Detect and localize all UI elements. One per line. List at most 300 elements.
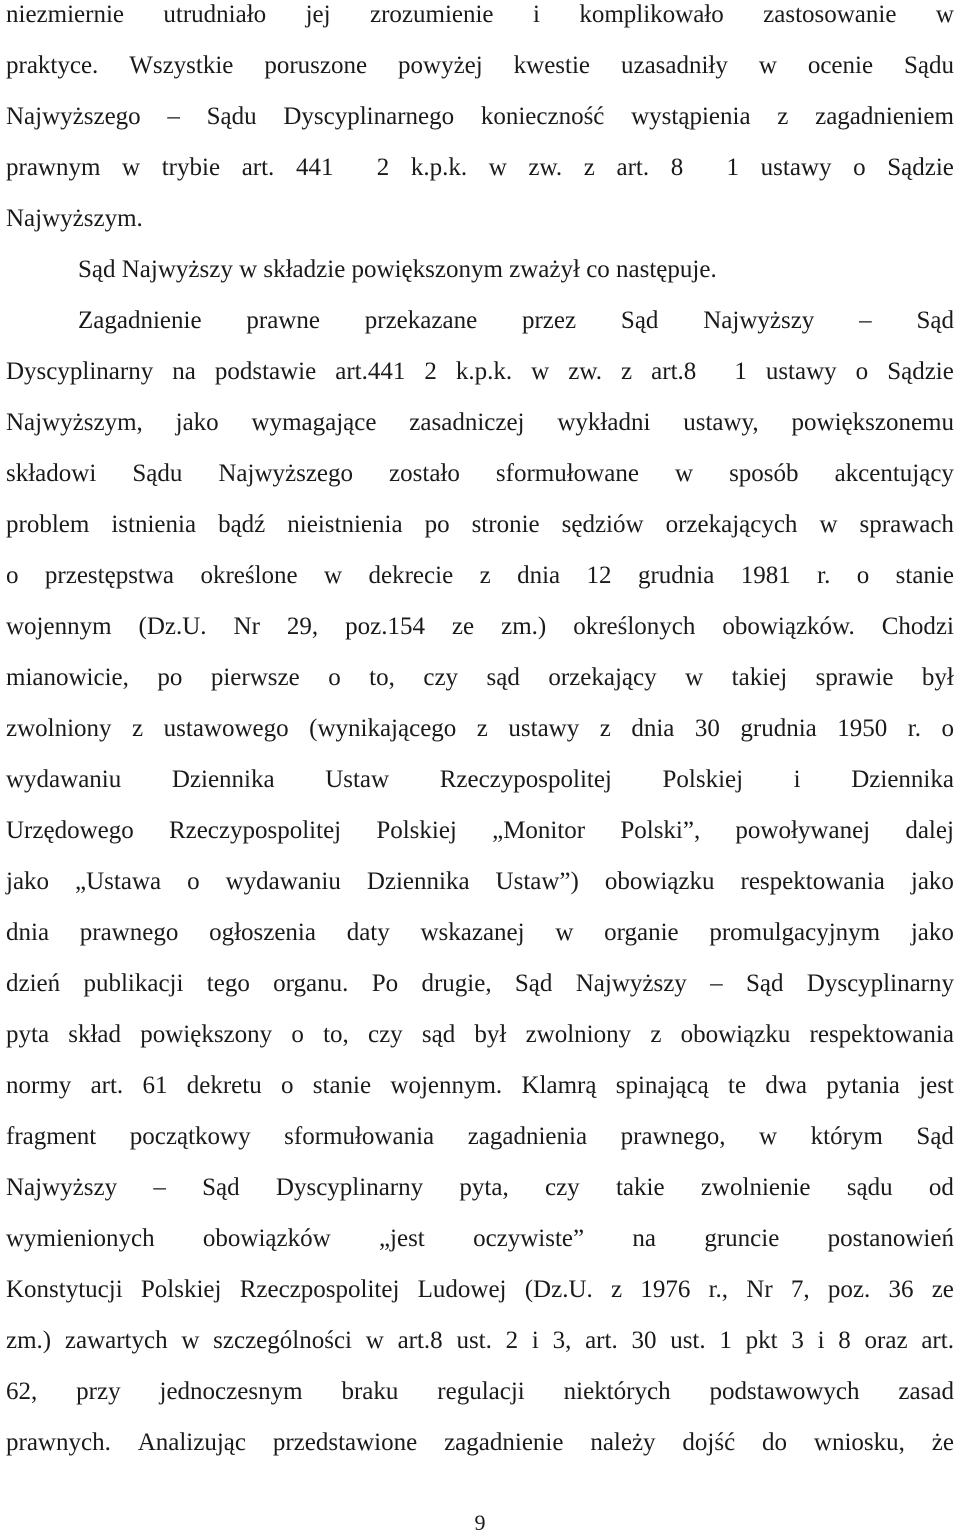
word: podstawowych — [709, 1378, 860, 1405]
word: takiej — [731, 664, 788, 691]
word: na — [632, 1225, 657, 1252]
word: prawnych. — [6, 1429, 111, 1456]
word: że — [931, 1429, 954, 1456]
word: ustawy, — [683, 409, 759, 436]
word: praktyce. — [6, 52, 99, 79]
word: r. — [907, 715, 921, 742]
word: art. — [90, 1072, 124, 1099]
word: Ustaw”) — [495, 868, 579, 895]
word: Najwyższym, — [6, 409, 143, 436]
word: fragment — [6, 1123, 97, 1150]
word: Analizując — [137, 1429, 246, 1456]
word: Dyscyplinarny — [6, 358, 154, 385]
word: Dziennika — [366, 868, 470, 895]
word: Najwyższy — [6, 1174, 118, 1201]
word: „Monitor — [492, 817, 586, 844]
word: zwolniony — [6, 715, 112, 742]
word: Dyscyplinarnego — [283, 103, 455, 130]
word: art. — [616, 154, 650, 181]
word: respektowania — [740, 868, 885, 895]
word: pierwsze — [210, 664, 300, 691]
word: Dziennika — [171, 766, 275, 793]
word: Zagadnienie — [78, 307, 202, 334]
word: w — [819, 511, 838, 538]
word: (Dz.U. — [138, 613, 207, 640]
word: przy — [76, 1378, 121, 1405]
word: obowiązków — [202, 1225, 331, 1252]
word: wojennym. — [390, 1072, 503, 1099]
word: r. — [817, 562, 831, 589]
word: obowiązku — [604, 868, 715, 895]
word: podstawie — [214, 358, 317, 385]
word: o — [855, 358, 869, 385]
word: – — [153, 1174, 166, 1201]
word: orzekających — [665, 511, 798, 538]
text-line — [6, 1162, 954, 1213]
word: przestępstwa — [44, 562, 175, 589]
word: takie — [615, 1174, 665, 1201]
word: wniosku, — [813, 1429, 905, 1456]
word: (wynikającego — [309, 715, 457, 742]
word: Dyscyplinarny — [275, 1174, 424, 1201]
word: skład — [68, 1021, 122, 1048]
word: Najwyższy — [575, 970, 687, 997]
word: grudnia — [740, 715, 817, 742]
word: Sądzie — [887, 358, 954, 385]
word: zwolnienie — [700, 1174, 811, 1201]
word: zawartych — [64, 1327, 168, 1354]
word: określone — [200, 562, 298, 589]
word: ust. — [670, 1327, 706, 1354]
word: w — [759, 1123, 778, 1150]
word: dzień — [6, 970, 61, 997]
word: pyta — [6, 1021, 50, 1048]
word: 30 — [694, 715, 720, 742]
word: Sądu — [206, 103, 257, 130]
word: 3 — [791, 1327, 804, 1354]
word: ze — [931, 1276, 954, 1303]
word: drugie, — [421, 970, 492, 997]
word: dekrecie — [368, 562, 454, 589]
word: którym — [810, 1123, 883, 1150]
word: regulacji — [437, 1378, 525, 1405]
word: należy — [590, 1429, 656, 1456]
word: z — [132, 715, 144, 742]
word: zasadniczej — [409, 409, 525, 436]
word: Klamrą — [521, 1072, 597, 1099]
word: organie — [604, 919, 679, 946]
word: dojść — [682, 1429, 736, 1456]
word: wojennym — [6, 613, 112, 640]
text-line — [6, 1366, 954, 1417]
word: 62, — [6, 1378, 38, 1405]
word: 61 — [142, 1072, 168, 1099]
word: organu. — [273, 970, 349, 997]
word: Polskiej — [662, 766, 744, 793]
word: powiększonemu — [791, 409, 954, 436]
word: Najwyższego — [218, 460, 354, 487]
word: dekretu — [186, 1072, 262, 1099]
word: dnia — [631, 715, 675, 742]
word: jako — [910, 868, 954, 895]
word: o — [281, 1072, 294, 1099]
word: o — [941, 715, 954, 742]
word: prawnego, — [620, 1123, 726, 1150]
text-line — [6, 907, 954, 958]
word: „jest — [378, 1225, 425, 1252]
word: promulgacyjnym — [709, 919, 881, 946]
word: braku — [341, 1378, 399, 1405]
word: jej — [305, 1, 331, 28]
word: 8 — [670, 154, 684, 181]
word: mianowicie, — [6, 664, 129, 691]
word: Nr — [233, 613, 260, 640]
word: orzekający — [548, 664, 657, 691]
word: z — [650, 1021, 662, 1048]
word: początkowy — [129, 1123, 251, 1150]
word: postanowień — [827, 1225, 954, 1252]
word: ustawy — [765, 358, 837, 385]
word: 2 — [376, 154, 390, 181]
word: Dyscyplinarny — [806, 970, 954, 997]
word: Polski”, — [620, 817, 701, 844]
word: Sąd — [745, 970, 784, 997]
word: w — [685, 664, 704, 691]
word: określonych — [573, 613, 696, 640]
word: do — [762, 1429, 788, 1456]
word: daty — [346, 919, 390, 946]
word: obowiązku — [680, 1021, 791, 1048]
word: wykładni — [557, 409, 651, 436]
word: Rzeczypospolitej — [168, 817, 342, 844]
word: 2 — [424, 358, 437, 385]
word: respektowania — [809, 1021, 954, 1048]
word: te — [728, 1072, 747, 1099]
word: w — [181, 1327, 200, 1354]
word: trybie — [161, 154, 221, 181]
word: był — [921, 664, 954, 691]
word: oczywiste” — [473, 1225, 585, 1252]
word: komplikowało — [579, 1, 724, 28]
text-line — [6, 1060, 954, 1111]
word: „Ustawa — [75, 868, 162, 895]
word: Najwyższego — [6, 103, 141, 130]
word: uzasadniły — [620, 52, 728, 79]
word: z — [583, 154, 595, 181]
word: po — [424, 511, 450, 538]
text-line — [6, 754, 954, 805]
word: – — [167, 103, 180, 130]
word: prawnym — [6, 154, 101, 181]
word: prawne — [246, 307, 320, 334]
word: dwa — [765, 1072, 807, 1099]
word: Nr — [746, 1276, 773, 1303]
word: jako — [6, 868, 50, 895]
text-line — [6, 499, 954, 550]
word: stronie — [471, 511, 540, 538]
word: – — [859, 307, 872, 334]
word: Chodzi — [881, 613, 954, 640]
word: bądź — [218, 511, 266, 538]
word: dalej — [905, 817, 954, 844]
word: zm.) — [6, 1327, 52, 1354]
word: z — [611, 1276, 623, 1303]
word: był — [474, 1021, 507, 1048]
word: 30 — [631, 1327, 657, 1354]
text-line — [6, 1213, 954, 1264]
word: z — [476, 715, 488, 742]
word: wskazanej — [420, 919, 525, 946]
text-line — [6, 193, 954, 244]
word: wymagające — [251, 409, 377, 436]
text-line — [6, 1315, 954, 1366]
word: sprawach — [859, 511, 954, 538]
word: obowiązków. — [722, 613, 855, 640]
word: z — [777, 103, 789, 130]
word: sformułowane — [495, 460, 639, 487]
word: ust. — [456, 1327, 492, 1354]
word: art.8 — [651, 358, 697, 385]
word: 1976 — [640, 1276, 691, 1303]
word: o — [291, 1021, 304, 1048]
word: sposób — [729, 460, 799, 487]
word: w — [758, 52, 777, 79]
word: pyta, — [459, 1174, 509, 1201]
text-line — [6, 805, 954, 856]
word: sąd — [421, 1021, 456, 1048]
word: w — [555, 919, 574, 946]
text-line — [6, 958, 954, 1009]
word: ustawowego — [163, 715, 289, 742]
word: oraz — [864, 1327, 908, 1354]
word: poz.154 — [345, 613, 425, 640]
word: kwestie — [513, 52, 591, 79]
text-line — [6, 601, 954, 652]
word: od — [928, 1174, 954, 1201]
word: wystąpienia — [631, 103, 751, 130]
word: wymienionych — [6, 1225, 155, 1252]
word: 1 — [719, 1327, 732, 1354]
word: r., — [708, 1276, 729, 1303]
word: gruncie — [704, 1225, 780, 1252]
word: ustawy — [760, 154, 832, 181]
text-line — [6, 244, 954, 295]
word: pytania — [826, 1072, 900, 1099]
word: poz. — [827, 1276, 871, 1303]
text-line — [6, 856, 954, 907]
word: z — [479, 562, 491, 589]
word: czy — [544, 1174, 580, 1201]
word: Konstytucji — [6, 1276, 123, 1303]
word: stanie — [895, 562, 954, 589]
text-line — [6, 652, 954, 703]
word: i — [817, 1327, 825, 1354]
word: utrudniało — [163, 1, 267, 28]
word: przekazane — [364, 307, 478, 334]
word: (Dz.U. — [524, 1276, 593, 1303]
word: sformułowania — [284, 1123, 435, 1150]
text-line — [6, 295, 954, 346]
word: w — [122, 154, 141, 181]
word: zw. — [568, 358, 603, 385]
word: czy — [367, 1021, 403, 1048]
word: w — [324, 562, 343, 589]
word: zwolniony — [525, 1021, 632, 1048]
word: powyżej — [398, 52, 483, 79]
word: jako — [175, 409, 219, 436]
word: zm.) — [501, 613, 547, 640]
word: o — [328, 664, 341, 691]
word: art. — [921, 1327, 954, 1354]
word: z — [621, 358, 633, 385]
word: dnia — [517, 562, 561, 589]
word: Sąd — [620, 307, 659, 334]
word: sądu — [846, 1174, 893, 1201]
word: o — [6, 562, 19, 589]
word: i — [532, 1, 540, 28]
word: powoływanej — [735, 817, 871, 844]
word: 1 — [726, 154, 740, 181]
word: 1981 — [740, 562, 791, 589]
word: nieistnienia — [287, 511, 403, 538]
word: zasad — [898, 1378, 954, 1405]
word: tego — [206, 970, 250, 997]
text-line — [6, 40, 954, 91]
word: 29, — [286, 613, 319, 640]
word: dnia — [6, 919, 50, 946]
text-line — [6, 1111, 954, 1162]
word: Polskiej — [140, 1276, 222, 1303]
word: grudnia — [637, 562, 715, 589]
text-line — [6, 346, 954, 397]
word: zagadnienia — [467, 1123, 588, 1150]
word: to, — [323, 1021, 349, 1048]
word: zagadnieniem — [815, 103, 954, 130]
word: Ustaw — [325, 766, 390, 793]
word: Sąd — [916, 307, 954, 334]
word: w — [674, 460, 694, 487]
word: Sądzie — [887, 154, 954, 181]
word: 1 — [734, 358, 747, 385]
word: i — [531, 1327, 539, 1354]
word: 12 — [586, 562, 612, 589]
word: w — [531, 358, 550, 385]
word: Sądu — [904, 52, 954, 79]
word: czy — [423, 664, 459, 691]
word: ze — [451, 613, 475, 640]
word: Urzędowego — [6, 817, 134, 844]
word: publikacji — [83, 970, 184, 997]
text-line — [6, 550, 954, 601]
word: Ludowej — [417, 1276, 507, 1303]
word: 36 — [888, 1276, 914, 1303]
word: poruszone — [264, 52, 368, 79]
word: zw. — [528, 154, 563, 181]
word: o — [853, 154, 866, 181]
word: spinającą — [615, 1072, 709, 1099]
word: normy — [6, 1072, 72, 1099]
word: Dziennika — [851, 766, 954, 793]
word: Wszystkie — [129, 52, 234, 79]
word: Najwyższy — [703, 307, 815, 334]
word: Polskiej — [376, 817, 457, 844]
word: stanie — [312, 1072, 372, 1099]
word: Po — [371, 970, 399, 997]
word: składowi — [6, 460, 97, 487]
word: z — [599, 715, 611, 742]
word: Rzeczypospolitej — [439, 766, 612, 793]
text-line — [6, 1417, 954, 1468]
word: w — [935, 1, 954, 28]
text-line — [6, 397, 954, 448]
word: art. — [585, 1327, 618, 1354]
word: 3, — [552, 1327, 572, 1354]
word: sąd — [486, 664, 520, 691]
word: o — [856, 562, 870, 589]
word: przez — [521, 307, 577, 334]
text-line — [6, 1264, 954, 1315]
word: Sąd — [916, 1123, 954, 1150]
word: Sąd Najwyższy w składzie powiększonym zważył co następuje. — [78, 256, 717, 283]
text-line — [6, 1009, 954, 1060]
word: zrozumienie — [369, 1, 494, 28]
word: wydawaniu — [225, 868, 341, 895]
word: art.8 — [397, 1327, 443, 1354]
word: – — [710, 970, 723, 997]
word: prawnego — [79, 919, 179, 946]
word: zagadnienie — [444, 1429, 564, 1456]
word: po — [157, 664, 183, 691]
word: przedstawione — [272, 1429, 418, 1456]
text-line — [6, 91, 954, 142]
word: konieczność — [480, 103, 605, 130]
text-line — [6, 703, 954, 754]
word: ocenie — [807, 52, 874, 79]
word: jednoczesnym — [159, 1378, 303, 1405]
word: Najwyższym. — [6, 205, 143, 232]
word: pkt — [745, 1327, 778, 1354]
word: ustawy — [508, 715, 580, 742]
word: i — [793, 766, 801, 793]
page-number: 9 — [474, 1510, 486, 1535]
word: szczególności — [213, 1327, 352, 1354]
word: sędziów — [561, 511, 644, 538]
word: akcentujący — [834, 460, 954, 487]
document-body — [6, 0, 954, 1468]
word: o — [187, 868, 200, 895]
word: Rzeczpospolitej — [239, 1276, 400, 1303]
word: niezmiernie — [6, 1, 124, 28]
word: na — [172, 358, 196, 385]
word: niektórych — [563, 1378, 671, 1405]
word: 2 — [505, 1327, 519, 1354]
word: powiększony — [140, 1021, 273, 1048]
word: 8 — [838, 1327, 851, 1354]
word: problem — [6, 511, 90, 538]
word: 1950 — [837, 715, 888, 742]
word: jako — [910, 919, 954, 946]
word: jest — [919, 1072, 954, 1099]
word: 441 — [295, 154, 334, 181]
word: Sądu — [132, 460, 183, 487]
word: w — [488, 154, 507, 181]
word: zostało — [389, 460, 460, 487]
word: to, — [369, 664, 395, 691]
word: istnienia — [111, 511, 197, 538]
word: ogłoszenia — [209, 919, 316, 946]
word: art.441 — [335, 358, 406, 385]
text-line — [6, 142, 954, 193]
